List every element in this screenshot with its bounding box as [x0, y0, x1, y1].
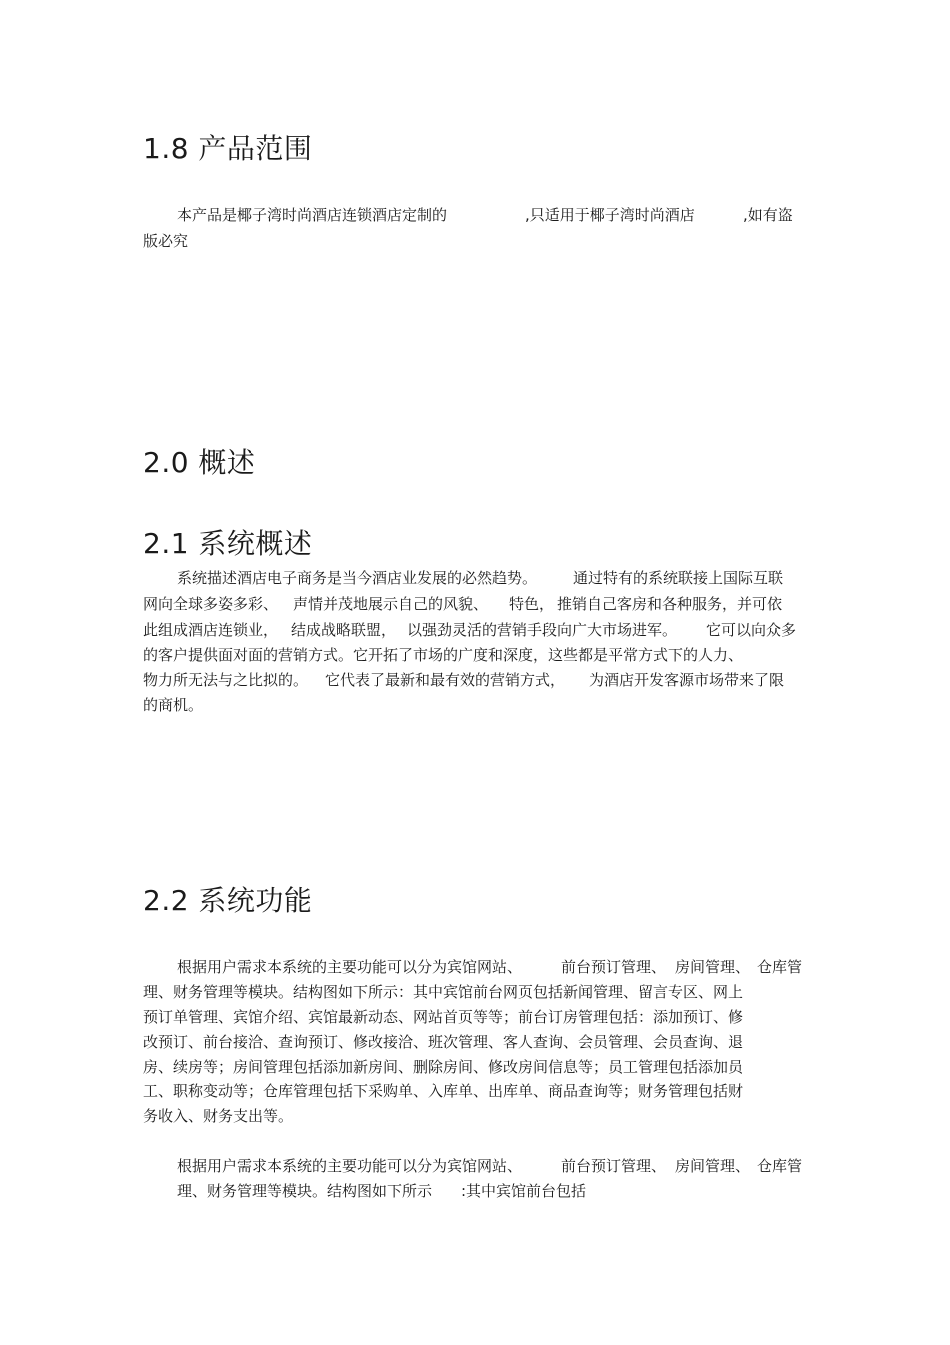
text-fragment: 它可以向众多 — [706, 621, 797, 639]
text-fragment: 它代表了最新和最有效的营销方式， — [325, 671, 566, 689]
text-fragment: 根据用户需求本系统的主要功能可以分为宾馆网站、 — [177, 1157, 523, 1175]
text-fragment: 此组成酒店连锁业， — [143, 621, 279, 639]
text-fragment: 理、财务管理等模块。结构图如下所示 — [177, 1182, 433, 1200]
text-fragment: 物力所无法与之比拟的。 — [143, 671, 309, 689]
text-fragment: 前台预订管理、 — [561, 958, 667, 976]
text-fragment: ,只适用于椰子湾时尚酒店 — [525, 206, 695, 224]
text-fragment: 网向全球多姿多彩、 — [143, 595, 279, 613]
text-fragment: 根据用户需求本系统的主要功能可以分为宾馆网站、 — [177, 958, 523, 976]
text-fragment: 工、职称变动等；仓库管理包括下采购单、入库单、出库单、商品查询等；财务管理包括财 — [143, 1082, 744, 1100]
text-fragment: 声情并茂地展示自己的风貌、 — [293, 595, 489, 613]
heading-2-2: 2.2 系统功能 — [143, 884, 313, 917]
text-fragment: 为酒店开发客源市场带来了限 — [589, 671, 785, 689]
text-fragment: 的商机。 — [143, 696, 204, 714]
text-fragment: 仓库管 — [757, 1157, 803, 1175]
text-fragment: 以强劲灵活的营销手段向广大市场进军。 — [407, 621, 678, 639]
text-fragment: 系统描述酒店电子商务是当今酒店业发展的必然趋势。 — [177, 569, 538, 587]
text-fragment: 前台预订管理、 — [561, 1157, 667, 1175]
text-fragment: 的客户提供面对面的营销方式。它开拓了市场的广度和深度，这些都是平常方式下的人力、 — [143, 646, 744, 664]
heading-2-1: 2.1 系统概述 — [143, 527, 313, 560]
text-fragment: 房间管理、 — [675, 958, 751, 976]
text-fragment: 通过特有的系统联接上国际互联 — [573, 569, 784, 587]
text-fragment: 房间管理、 — [675, 1157, 751, 1175]
text-fragment: 理、财务管理等模块。结构图如下所示：其中宾馆前台网页包括新闻管理、留言专区、网上 — [143, 983, 744, 1001]
heading-2-0: 2.0 概述 — [143, 446, 256, 479]
text-fragment: 本产品是椰子湾时尚酒店连锁酒店定制的 — [177, 206, 448, 224]
text-fragment: 仓库管 — [757, 958, 803, 976]
text-fragment: 结成战略联盟， — [291, 621, 397, 639]
text-fragment: :其中宾馆前台包括 — [461, 1182, 587, 1200]
text-fragment: 务收入、财务支出等。 — [143, 1107, 294, 1125]
text-fragment: 特色， — [509, 595, 555, 613]
text-fragment: 房、续房等；房间管理包括添加新房间、删除房间、修改房间信息等；员工管理包括添加员 — [143, 1058, 744, 1076]
heading-1-8: 1.8 产品范围 — [143, 132, 313, 165]
text-fragment: ,如有盗 — [743, 206, 793, 224]
text-fragment: 改预订、前台接洽、查询预订、修改接洽、班次管理、客人查询、会员管理、会员查询、退 — [143, 1033, 744, 1051]
text-fragment: 预订单管理、宾馆介绍、宾馆最新动态、网站首页等等；前台订房管理包括：添加预订、修 — [143, 1008, 744, 1026]
text-fragment: 版必究 — [143, 232, 189, 250]
text-fragment: 推销自己客房和各种服务，并可依 — [557, 595, 783, 613]
